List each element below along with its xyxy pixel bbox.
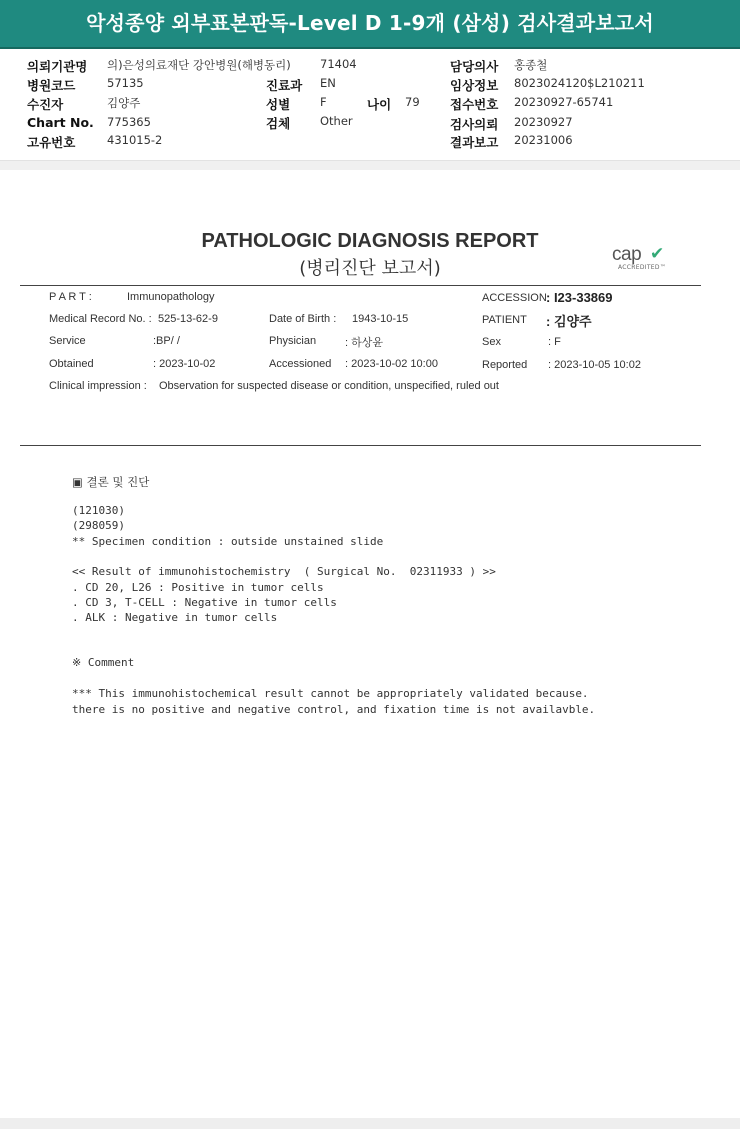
report-subtitle: (병리진단 보고서) — [299, 258, 441, 279]
request-date-value: 20230927 — [514, 115, 573, 129]
comment-line-2: there is no positive and negative control, and fixation time is not availavble. — [72, 703, 596, 716]
report-sex-value: : F — [548, 336, 561, 348]
reported-label: Reported — [482, 359, 528, 371]
diagnosis-code-1: (121030) — [72, 504, 125, 517]
section-separator — [0, 160, 740, 170]
accession-label: ACCESSION — [482, 292, 547, 304]
reported-value: : 2023-10-05 10:02 — [548, 359, 641, 371]
hospital-label: 의뢰기관명 — [27, 59, 88, 74]
department-label: 진료과 — [266, 78, 303, 93]
accessioned-label: Accessioned — [269, 358, 332, 370]
patient-name-label: PATIENT — [482, 314, 527, 326]
dob-label: Date of Birth : — [269, 313, 337, 325]
service-label: Service — [49, 335, 86, 347]
clinical-info-label: 임상정보 — [450, 78, 499, 93]
part-value: Immunopathology — [127, 291, 215, 303]
result-date-value: 20231006 — [514, 133, 573, 147]
specimen-value: Other — [320, 114, 353, 128]
age-value: 79 — [405, 95, 420, 109]
sex-value: F — [320, 95, 327, 109]
part-label: P A R T : — [49, 291, 92, 303]
ihc-result-alk: . ALK : Negative in tumor cells — [72, 611, 278, 624]
specimen-label: 검체 — [266, 116, 291, 131]
cap-logo-sub: ACCREDITED™ — [618, 264, 667, 271]
sex-label: 성별 — [266, 97, 291, 112]
hospital-code-value: 57135 — [107, 76, 144, 90]
report-bottom-rule — [20, 445, 701, 446]
report-top-rule — [20, 285, 701, 286]
clinical-info-value: 8023024120$L210211 — [514, 76, 645, 90]
specimen-condition: ** Specimen condition : outside unstained slide — [72, 535, 384, 548]
report-sex-label: Sex — [482, 336, 501, 348]
doctor-value: 홍종철 — [514, 58, 548, 72]
patient-name-value: : 김양주 — [546, 314, 592, 329]
department-value: EN — [320, 76, 336, 90]
service-value: :BP/ / — [153, 335, 180, 347]
ihc-result-cd3: . CD 3, T-CELL : Negative in tumor cells — [72, 596, 337, 609]
chart-no-value: 775365 — [107, 115, 151, 129]
cap-accredited-logo — [612, 244, 682, 274]
unique-no-value: 431015-2 — [107, 133, 163, 147]
report-title: PATHOLOGIC DIAGNOSIS REPORT — [201, 230, 539, 252]
hospital-code-extra: 71404 — [320, 57, 357, 71]
clinical-impression-value: Observation for suspected disease or condition, unspecified, ruled out — [159, 380, 499, 392]
dob-value: 1943-10-15 — [352, 313, 409, 325]
comment-line-1: *** This immunohistochemical result cannot be appropriately validated because. — [72, 687, 589, 700]
result-date-label: 결과보고 — [450, 135, 499, 150]
cap-logo-word: cap — [612, 244, 642, 265]
receipt-value: 20230927-65741 — [514, 95, 614, 109]
request-date-label: 검사의뢰 — [450, 117, 499, 132]
page-title: 악성종양 외부표본판독-Level D 1-9개 (삼성) 검사결과보고서 — [0, 0, 740, 49]
obtained-value: : 2023-10-02 — [153, 358, 216, 370]
mrn-value: 525-13-62-9 — [158, 313, 218, 325]
chart-no-label: Chart No. — [27, 115, 94, 130]
obtained-label: Obtained — [49, 358, 94, 370]
hospital-code-label: 병원코드 — [27, 78, 76, 93]
mrn-label: Medical Record No. : — [49, 313, 152, 325]
receipt-label: 접수번호 — [450, 97, 499, 112]
age-label: 나이 — [367, 97, 392, 112]
unique-no-label: 고유번호 — [27, 135, 76, 150]
accession-value: : I23-33869 — [546, 290, 613, 305]
doctor-label: 담당의사 — [450, 59, 499, 74]
clinical-impression-label: Clinical impression : — [49, 380, 147, 392]
accessioned-value: : 2023-10-02 10:00 — [345, 358, 438, 370]
diagnosis-code-2: (298059) — [72, 519, 125, 532]
checkmark-icon: ✔ — [650, 244, 665, 264]
diagnosis-heading: ▣ 결론 및 진단 — [72, 475, 150, 489]
patient-label: 수진자 — [27, 97, 64, 112]
ihc-result-header: << Result of immunohistochemistry ( Surgical No. 02311933 ) >> — [72, 565, 496, 578]
ihc-result-cd20: . CD 20, L26 : Positive in tumor cells — [72, 581, 324, 594]
comment-heading: ※ Comment — [72, 656, 135, 669]
physician-value: : 하상윤 — [345, 337, 383, 349]
hospital-value: 의)은성의료재단 강안병원(해병동리) — [107, 58, 291, 72]
patient-value: 김양주 — [107, 96, 141, 110]
physician-label: Physician — [269, 335, 317, 347]
page-bottom-bar — [0, 1118, 740, 1129]
